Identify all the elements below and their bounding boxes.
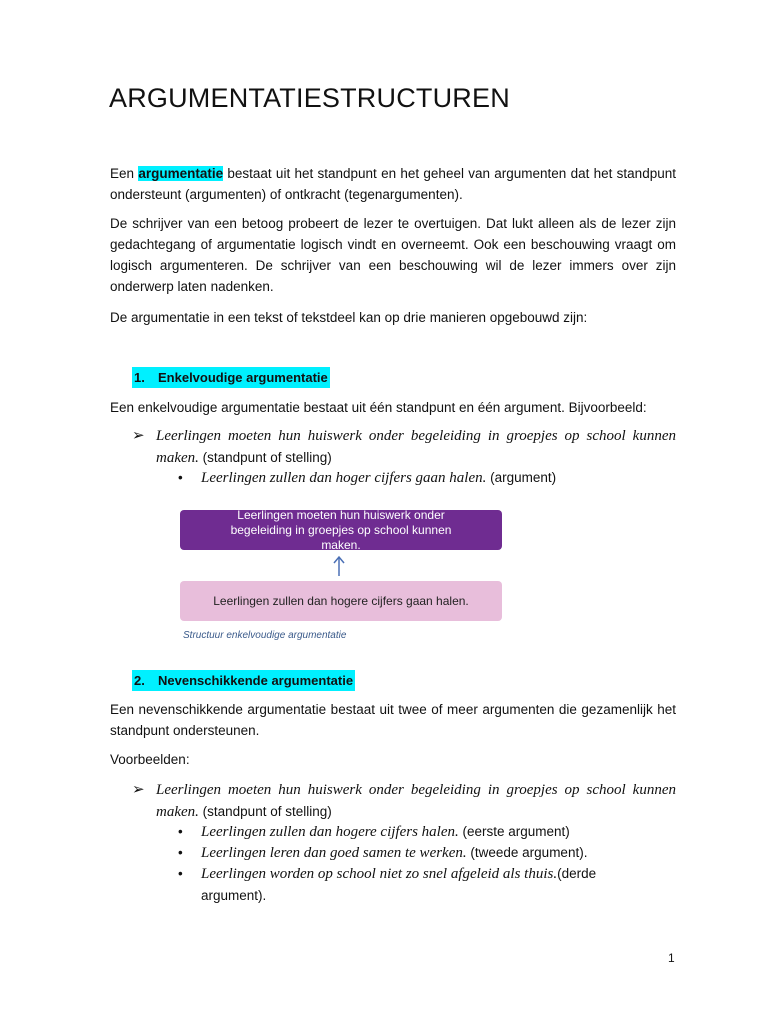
section-1-argument-note: (argument) (486, 470, 557, 485)
section-1-intro: Een enkelvoudige argumentatie bestaat uit één standpunt en één argument. Bijvoorbeeld: (110, 400, 647, 415)
section-2-claim-text: Leerlingen moeten hun huiswerk onder begeleiding in groepjes op school kunnen maken. (156, 782, 676, 820)
intro-highlight-term: argumentatie (138, 166, 224, 181)
section-2-claim (134, 779, 676, 823)
argument-1-note: (eerste argument) (458, 824, 570, 839)
page-number: 1 (668, 951, 675, 965)
up-arrow-icon (328, 554, 350, 578)
bullet-dot-icon: • (178, 824, 183, 839)
section-2-claim-note: (standpunt of stelling) (198, 804, 332, 819)
diagram-standpoint-box: Leerlingen moeten hun huiswerk onder begeleiding in groepjes op school kunnen maken. (180, 510, 502, 550)
intro-post: bestaat uit het standpunt en het geheel van argumenten dat het standpunt ondersteunt (argumenten) of ontkracht (tegenargumenten). (110, 166, 676, 202)
section-1-claim (134, 425, 676, 469)
arrow-bullet-icon: ➢ (132, 427, 145, 444)
section-2-argument-3 (178, 863, 618, 906)
section-1-claim-text: Leerlingen moeten hun huiswerk onder begeleiding in groepjes op school kunnen maken. (156, 428, 676, 466)
section-1-claim-note: (standpunt of stelling) (198, 450, 332, 465)
page-title: ARGUMENTATIESTRUCTUREN (109, 83, 510, 113)
section-2-intro: Een nevenschikkende argumentatie bestaat uit twee of meer argumenten die gezamenlijk het standpunt ondersteunen. (110, 702, 676, 738)
argument-2-text: Leerlingen leren dan goed samen te werken. (201, 845, 467, 861)
argument-2-note: (tweede argument). (466, 845, 588, 860)
section-1-argument (178, 467, 678, 489)
section-1-argument-text: Leerlingen zullen dan hoger cijfers gaan halen. (201, 470, 487, 486)
argument-1-text: Leerlingen zullen dan hogere cijfers halen. (201, 824, 459, 840)
section-2-argument-1 (178, 821, 678, 843)
examples-label: Voorbeelden: (110, 752, 190, 767)
intro-pre: Een (110, 166, 135, 181)
section-2-argument-2 (178, 842, 678, 864)
argument-3-note: (derde argument). (201, 866, 597, 903)
bullet-dot-icon: • (178, 845, 183, 860)
diagram-argument-box: Leerlingen zullen dan hogere cijfers gaan halen. (180, 581, 502, 621)
section-2-title: Nevenschikkende argumentatie (158, 673, 354, 688)
section-1-title: Enkelvoudige argumentatie (158, 370, 328, 385)
bullet-dot-icon: • (178, 470, 183, 485)
argument-3-text: Leerlingen worden op school niet zo snel afgeleid als thuis. (201, 866, 558, 882)
intro-paragraph (110, 163, 676, 205)
section-1-heading (132, 367, 330, 388)
section-2-heading (132, 670, 355, 691)
section-1-number: 1. (134, 370, 145, 385)
arrow-bullet-icon: ➢ (132, 781, 145, 798)
diagram-caption: Structuur enkelvoudige argumentatie (183, 630, 347, 641)
bullet-dot-icon: • (178, 866, 183, 881)
paragraph-3: De argumentatie in een tekst of tekstdeel kan op drie manieren opgebouwd zijn: (110, 310, 588, 325)
section-2-number: 2. (134, 673, 145, 688)
paragraph-2: De schrijver van een betoog probeert de lezer te overtuigen. Dat lukt alleen als de lezer zijn gedachtegang of argumentatie logisch vindt en overneemt. Ook een beschouwing vraagt om logisch argumenteren. De schrijver van een beschouwing wil de lezer immers over zijn onderwerp laten nadenken. (110, 216, 676, 294)
